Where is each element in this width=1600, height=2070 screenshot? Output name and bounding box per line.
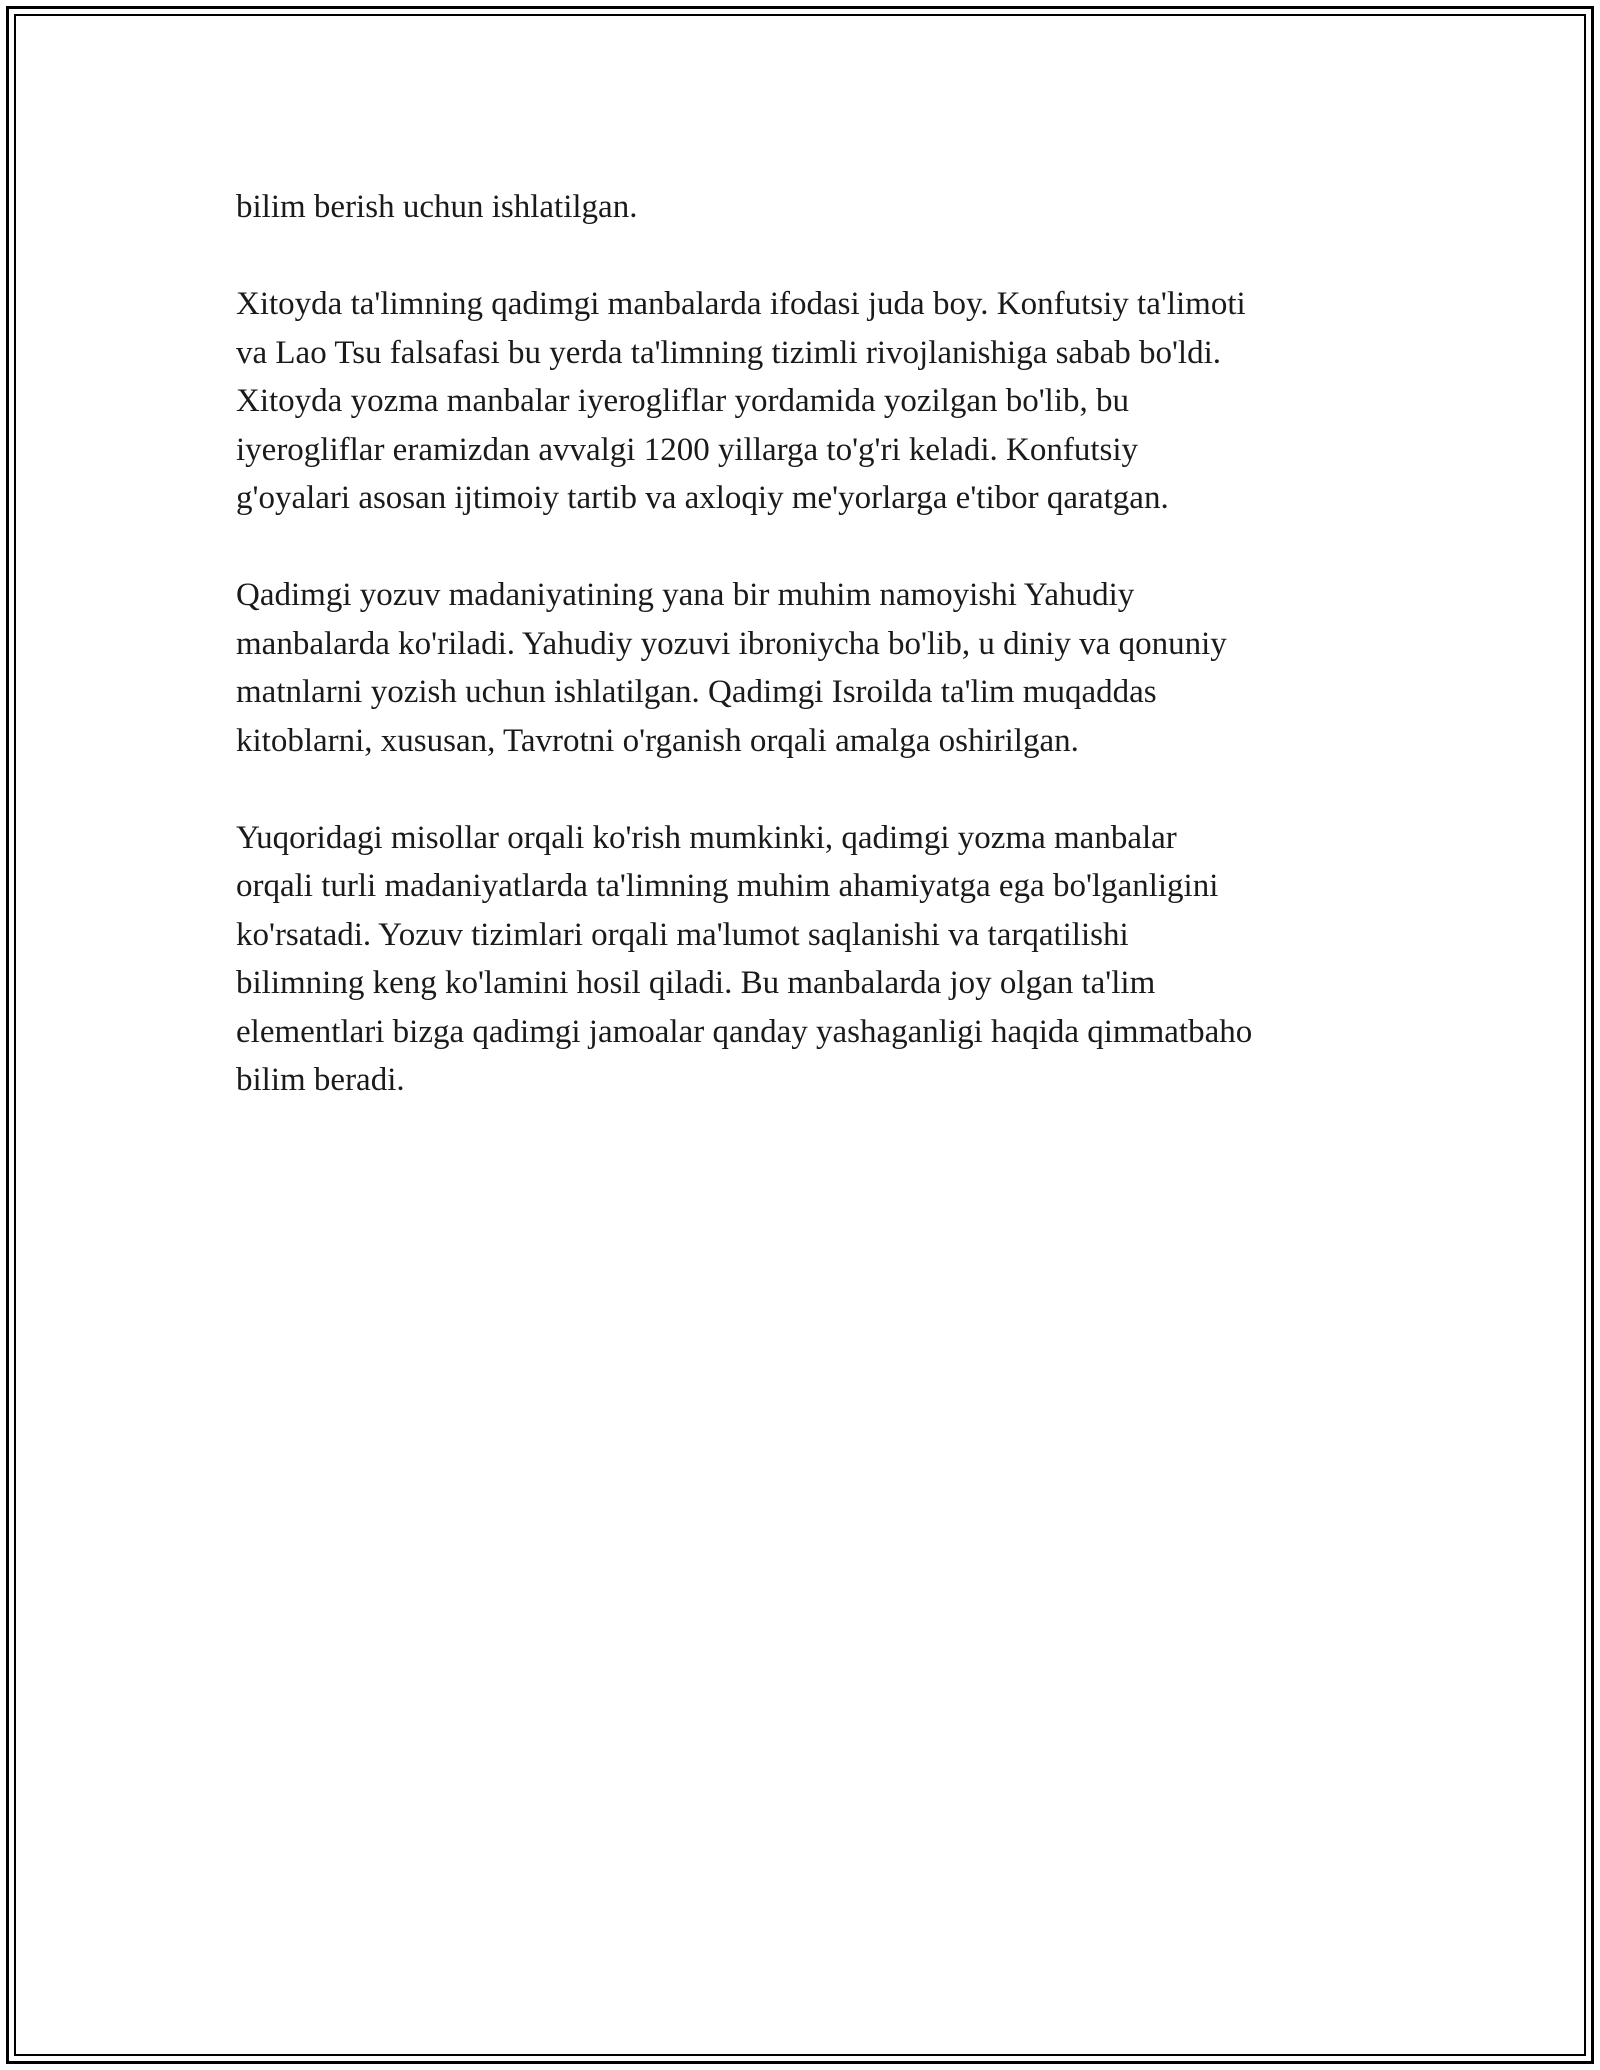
paragraph-1 <box>236 183 1376 232</box>
text-line: Xitoyda yozma manbalar iyerogliflar yordamida yozilgan bo'lib, bu <box>236 383 1130 419</box>
paragraph-3 <box>236 571 1376 765</box>
text-line: kitoblarni, xususan, Tavrotni o'rganish orqali amalga oshirilgan. <box>236 722 1079 759</box>
text-line: g'oyalari asosan ijtimoiy tartib va axloqiy me'yorlarga e'tibor qaratgan. <box>236 480 1169 516</box>
text-line: elementlari bizga qadimgi jamoalar qanday yashaganligi haqida qimmatbaho <box>236 1013 1253 1050</box>
text-line: Yuqoridagi misollar orqali ko'rish mumkinki, qadimgi yozma manbalar <box>236 819 1177 856</box>
text-line: Qadimgi yozuv madaniyatining yana bir muhim namoyishi Yahudiy <box>236 577 1135 613</box>
document-body <box>236 183 1376 1105</box>
paragraph-4 <box>236 814 1376 1105</box>
text-line: matnlarni yozish uchun ishlatilgan. Qadimgi Isroilda ta'lim muqaddas <box>236 674 1157 710</box>
text-line: iyerogliflar eramizdan avvalgi 1200 yillarga to'g'ri keladi. Konfutsiy <box>236 431 1139 468</box>
text-line: va Lao Tsu falsafasi bu yerda ta'limning tizimli rivojlanishiga sabab bo'ldi. <box>236 334 1222 371</box>
text-line: bilim beradi. <box>236 1062 405 1098</box>
text-line: bilim berish uchun ishlatilgan. <box>236 189 638 225</box>
text-line: manbalarda ko'riladi. Yahudiy yozuvi ibroniycha bo'lib, u diniy va qonuniy <box>236 625 1227 662</box>
text-line: bilimning keng ko'lamini hosil qiladi. Bu manbalarda joy olgan ta'lim <box>236 965 1156 1001</box>
text-line: ko'rsatadi. Yozuv tizimlari orqali ma'lumot saqlanishi va tarqatilishi <box>236 916 1129 953</box>
paragraph-2 <box>236 280 1376 523</box>
text-line: Xitoyda ta'limning qadimgi manbalarda ifodasi juda boy. Konfutsiy ta'limoti <box>236 286 1246 322</box>
text-line: orqali turli madaniyatlarda ta'limning muhim ahamiyatga ega bo'lganligini <box>236 868 1219 904</box>
